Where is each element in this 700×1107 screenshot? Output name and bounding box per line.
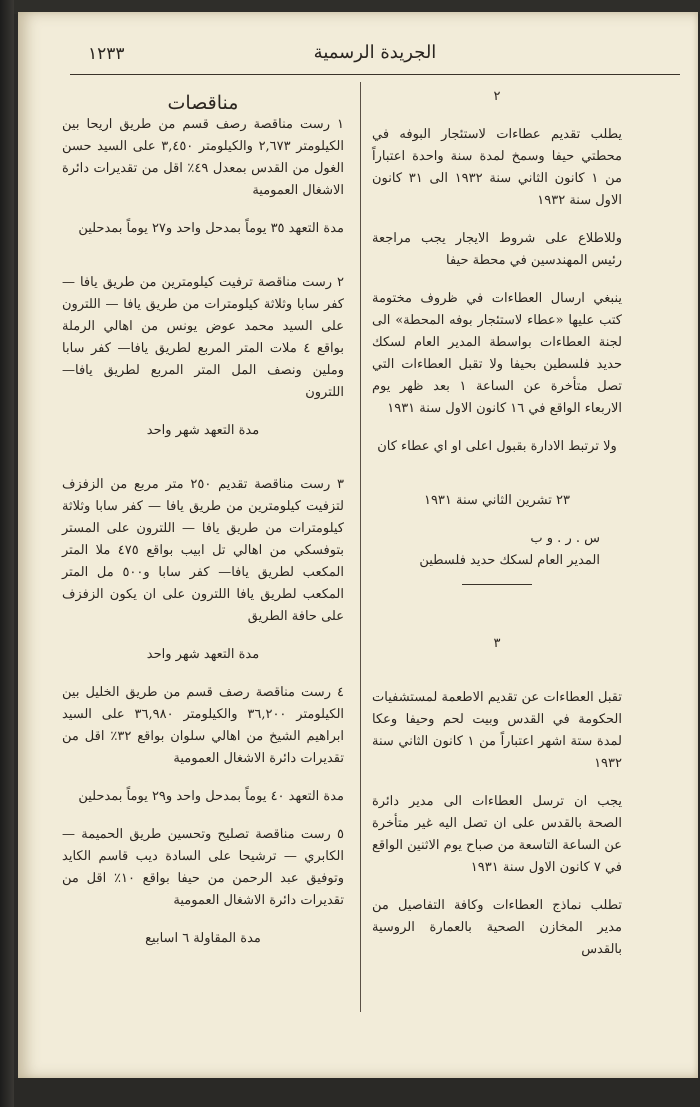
notice-2-paragraph-4: ولا ترتبط الادارة بقبول اعلى او اي عطاء كان: [377, 439, 617, 454]
page-number: ١٢٣٣: [88, 44, 125, 64]
notice-3-number: ٣: [493, 636, 501, 651]
tender-item-3-note: مدة التعهد شهر واحد: [146, 647, 260, 662]
tender-item-4-note: مدة التعهد ٤٠ يوماً بمدحل واحد و٢٩ يوماً بمدحلين: [78, 789, 344, 804]
tender-item-2-note: مدة التعهد شهر واحد: [146, 423, 260, 438]
notice-2-signature-initials: س . ر . و ب: [530, 531, 600, 546]
notice-2-paragraph-3: ينبغي ارسال العطاءات في ظروف مختومة كتب عليها «عطاء لاستئجار بوفه المحطة» الى لجنة العطاءات بواسطة المدير العام لسكك حديد فلسطين بحيفا ولا تقبل العطاءات التي تصل متأخرة عن الساعة ١ بعد ظهر يوم الاربعاء الواقع في ١٦ كانون الاول سنة ١٩٣١: [372, 291, 622, 416]
notice-2-paragraph-2: وللاطلاع على شروط الايجار يجب مراجعة رئيس المهندسين في محطة حيفا: [372, 231, 622, 268]
column-divider: [360, 82, 361, 1012]
page-header: [70, 40, 680, 74]
notice-2-number: ٢: [493, 89, 501, 104]
tender-item-1: ١ رست مناقصة رصف قسم من طريق اريحا بين الكيلومتر ٢,٦٧٣ والكيلومتر ٣,٤٥٠ على السيد حسن الغول من القدس بمعدل ٤٩٪ اقل من تقديرات دائرة الاشغال العمومية: [62, 117, 345, 198]
notice-3-paragraph-2: يجب ان ترسل العطاءات الى مدير دائرة الصحة بالقدس على ان تصل اليه غير متأخرة عن الساعة التاسعة من صباح يوم الاثنين الواقع في ٧ كانون الاول سنة ١٩٣١: [371, 794, 622, 875]
tender-item-1-note: مدة التعهد ٣٥ يوماً بمدحل واحد و٢٧ يوماً بمدحلين: [78, 221, 344, 236]
notice-2-paragraph-1: يطلب تقديم عطاءات لاستئجار البوفه في محطتي حيفا وسمخ لمدة سنة واحدة اعتباراً من ١ كانون الثاني سنة ١٩٣٢ الى ٣١ كانون الاول سنة ١٩٣٢: [372, 127, 622, 208]
tenders-heading: مناقصات: [167, 92, 239, 114]
notice-2-date: ٢٣ تشرين الثاني سنة ١٩٣١: [423, 493, 571, 508]
book-bottom-edge: [14, 1078, 700, 1107]
notice-2-signature-title: المدير العام لسكك حديد فلسطين: [419, 553, 600, 568]
journal-title: الجريدة الرسمية: [313, 42, 437, 63]
notice-3-paragraph-3: تطلب نماذج العطاءات وكافة التفاصيل من مدير المخازن الصحية بالعمارة الروسية بالقدس: [372, 898, 622, 957]
tenders-column: [62, 92, 344, 950]
header-rule: [70, 74, 680, 75]
tender-item-3: ٣ رست مناقصة تقديم ٢٥٠ متر مربع من الزفزف لتزفيت كيلومترين من طريق يافا — كفر سابا وثلاثة كيلومترات من طريق يافا — اللترون على المستر بتوفسكي من اهالي تل ابيب بواقع ٤٧٥ ملا المتر المكعب لطريق يافا— كفر سابا و٥٠٠ مل المتر المكعب لطريق يافا اللترون على ان يكون الزفزف على حافة الطريق: [62, 477, 345, 624]
tender-item-5-note: مدة المقاولة ٦ اسابيع: [145, 931, 261, 946]
tender-item-5: ٥ رست مناقصة تصليح وتحسين طريق الحميمة — الكابري — ترشيحا على السادة ديب قاسم الكايد وتوفيق عبد الرحمن من حيفا بواقع ١٠٪ اقل من تقديرات دائرة الاشغال العمومية: [62, 827, 344, 908]
tender-item-2: ٢ رست مناقصة ترفيت كيلومترين من طريق يافا — كفر سابا وثلاثة كيلومترات من طريق يافا — اللترون على السيد محمد عوض يونس من اهالي الرملة بواقع ٤ ملات المتر المربع لطريق يافا— كفر سابا وملين ونصف المل المتر المربع لطريق يافا— اللترون: [62, 275, 344, 400]
tender-item-4: ٤ رست مناقصة رصف قسم من طريق الخليل بين الكيلومتر ٣٦,٢٠٠ والكيلومتر ٣٦,٩٨٠ على السيد ابراهيم الشيخ من اهالي سلوان بواقع ٣٢٪ اقل من تقديرات دائرة الاشغال العمومية: [62, 685, 345, 766]
notice-3-paragraph-1: تقبل العطاءات عن تقديم الاطعمة لمستشفيات الحكومة في القدس وبيت لحم وحيفا وعكا لمدة ستة اشهر اعتباراً من ١ كانون الثاني سنة ١٩٣٢: [372, 690, 623, 771]
book-binding: [0, 0, 14, 1107]
notices-column: [372, 86, 622, 961]
